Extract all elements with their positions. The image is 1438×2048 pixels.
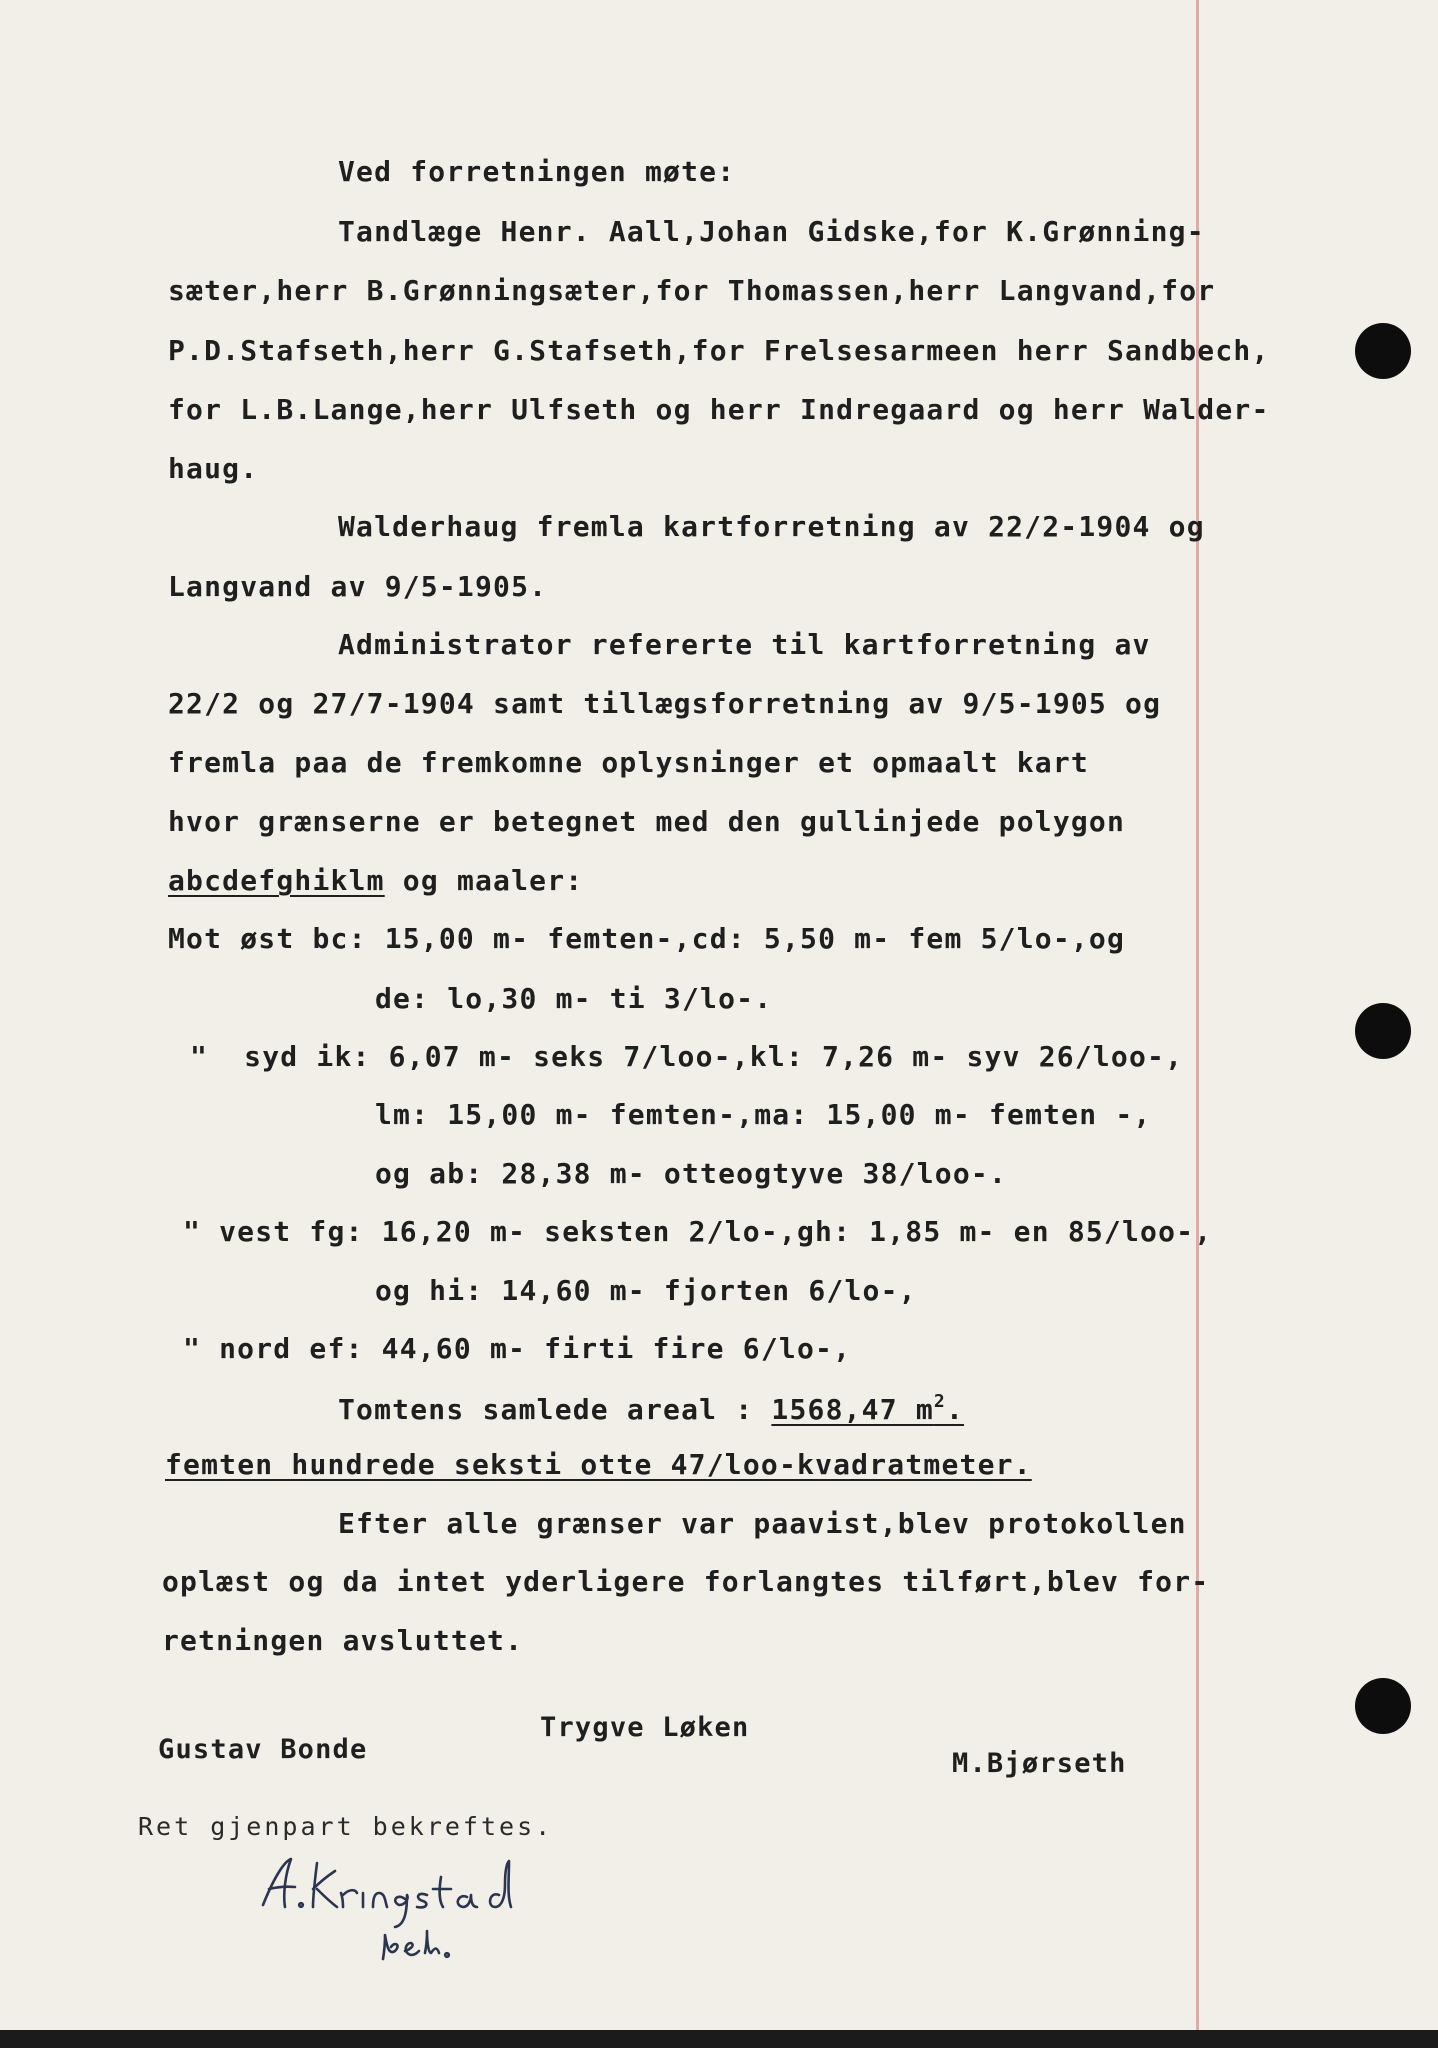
text-line: " nord ef: 44,60 m- firti fire 6/lo-, xyxy=(183,1332,852,1365)
text-line: Efter alle grænser var paavist,blev protokollen xyxy=(338,1507,1187,1540)
text-line: Administrator refererte til kartforretning av xyxy=(338,628,1151,661)
text-line: P.D.Stafseth,herr G.Stafseth,for Frelsesarmeen herr Sandbech, xyxy=(168,334,1270,367)
certification-text: Ret gjenpart bekreftes. xyxy=(138,1812,554,1841)
punch-hole xyxy=(1355,323,1411,379)
text-line: hvor grænserne er betegnet med den gullinjede polygon xyxy=(168,805,1126,838)
text-line: og ab: 28,38 m- otteogtyve 38/loo-. xyxy=(375,1157,1008,1190)
signature-center: Trygve Løken xyxy=(540,1712,750,1743)
handwritten-signature xyxy=(255,1855,615,1975)
text-line xyxy=(168,864,584,897)
area-line xyxy=(338,1393,964,1424)
text-line: haug. xyxy=(168,452,259,485)
text-line: for L.B.Lange,herr Ulfseth og herr Indregaard og herr Walder- xyxy=(168,393,1270,426)
area-value: 1568,47 $m^2$. xyxy=(771,1391,965,1426)
text-line: Mot øst bc: 15,00 m- femten-,cd: 5,50 m- fem 5/lo-,og xyxy=(168,922,1126,955)
text-line: Tandlæge Henr. Aall,Johan Gidske,for K.Grønning- xyxy=(338,215,1205,248)
punch-hole xyxy=(1355,1678,1411,1734)
polygon-label: abcdefghiklm xyxy=(168,864,385,897)
text-line: " vest fg: 16,20 m- seksten 2/lo-,gh: 1,85 m- en 85/loo-, xyxy=(183,1215,1213,1248)
area-exponent: 2 xyxy=(933,1391,946,1412)
scan-border xyxy=(0,2030,1438,2048)
text-fragment: og maaler: xyxy=(402,864,584,897)
text-line: " syd ik: 6,07 m- seks 7/loo-,kl: 7,26 m- syv 26/loo-, xyxy=(190,1040,1184,1073)
signature-left: Gustav Bonde xyxy=(158,1734,368,1765)
text-line: 22/2 og 27/7-1904 samt tillægsforretning av 9/5-1905 og xyxy=(168,687,1162,720)
text-fragment: Tomtens samlede areal : xyxy=(338,1393,772,1426)
text-line: Walderhaug fremla kartforretning av 22/2-1904 og xyxy=(338,510,1205,543)
text-line: fremla paa de fremkomne oplysninger et opmaalt kart xyxy=(168,746,1089,779)
signature-right: M.Bjørseth xyxy=(952,1748,1127,1779)
text-line: lm: 15,00 m- femten-,ma: 15,00 m- femten -, xyxy=(375,1098,1152,1131)
text-line: retningen avsluttet. xyxy=(162,1624,524,1657)
punch-hole xyxy=(1355,1003,1411,1059)
text-line: sæter,herr B.Grønningsæter,for Thomassen,herr Langvand,for xyxy=(168,274,1216,307)
text-line: og hi: 14,60 m- fjorten 6/lo-, xyxy=(375,1274,917,1307)
text-line: de: lo,30 m- ti 3/lo-. xyxy=(375,982,773,1015)
text-line: Ved forretningen møte: xyxy=(338,155,736,188)
text-line: Langvand av 9/5-1905. xyxy=(168,570,548,603)
area-in-words: femten hundrede seksti otte 47/loo-kvadratmeter. xyxy=(165,1448,1032,1481)
text-line: oplæst og da intet yderligere forlangtes tilført,blev for- xyxy=(162,1565,1210,1598)
